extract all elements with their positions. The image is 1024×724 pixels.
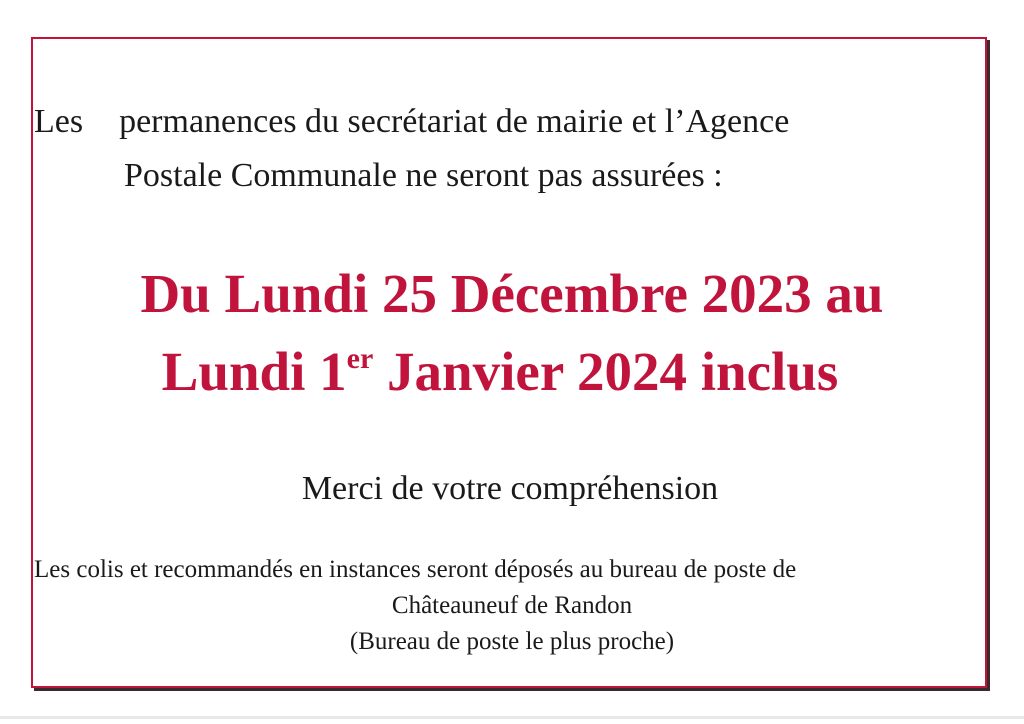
parcel-note-line-2: Châteauneuf de Randon [391,592,633,619]
closure-dates-line-1: Du Lundi 25 Décembre 2023 au [140,263,884,324]
date-line-2-end: Janvier 2024 inclus [373,341,839,402]
closure-dates-line-2 [0,340,1010,403]
thanks-message: Merci de votre compréhension [301,470,719,507]
scan-edge-rule [0,716,1024,719]
date-line-2-start: Lundi 1 [161,341,347,402]
intro-line-1-text: permanences du secrétariat de mairie et l’Agence [119,103,790,140]
ordinal-superscript: er [346,342,374,375]
intro-word-les: Les [34,103,84,140]
intro-line-1 [34,103,1024,141]
parcel-note-line-1: Les colis et recommandés en instances seront déposés au bureau de poste de [34,556,797,583]
intro-line-2: Postale Communale ne seront pas assurées : [124,157,723,194]
parcel-note-line-3: (Bureau de poste le plus proche) [349,628,675,655]
